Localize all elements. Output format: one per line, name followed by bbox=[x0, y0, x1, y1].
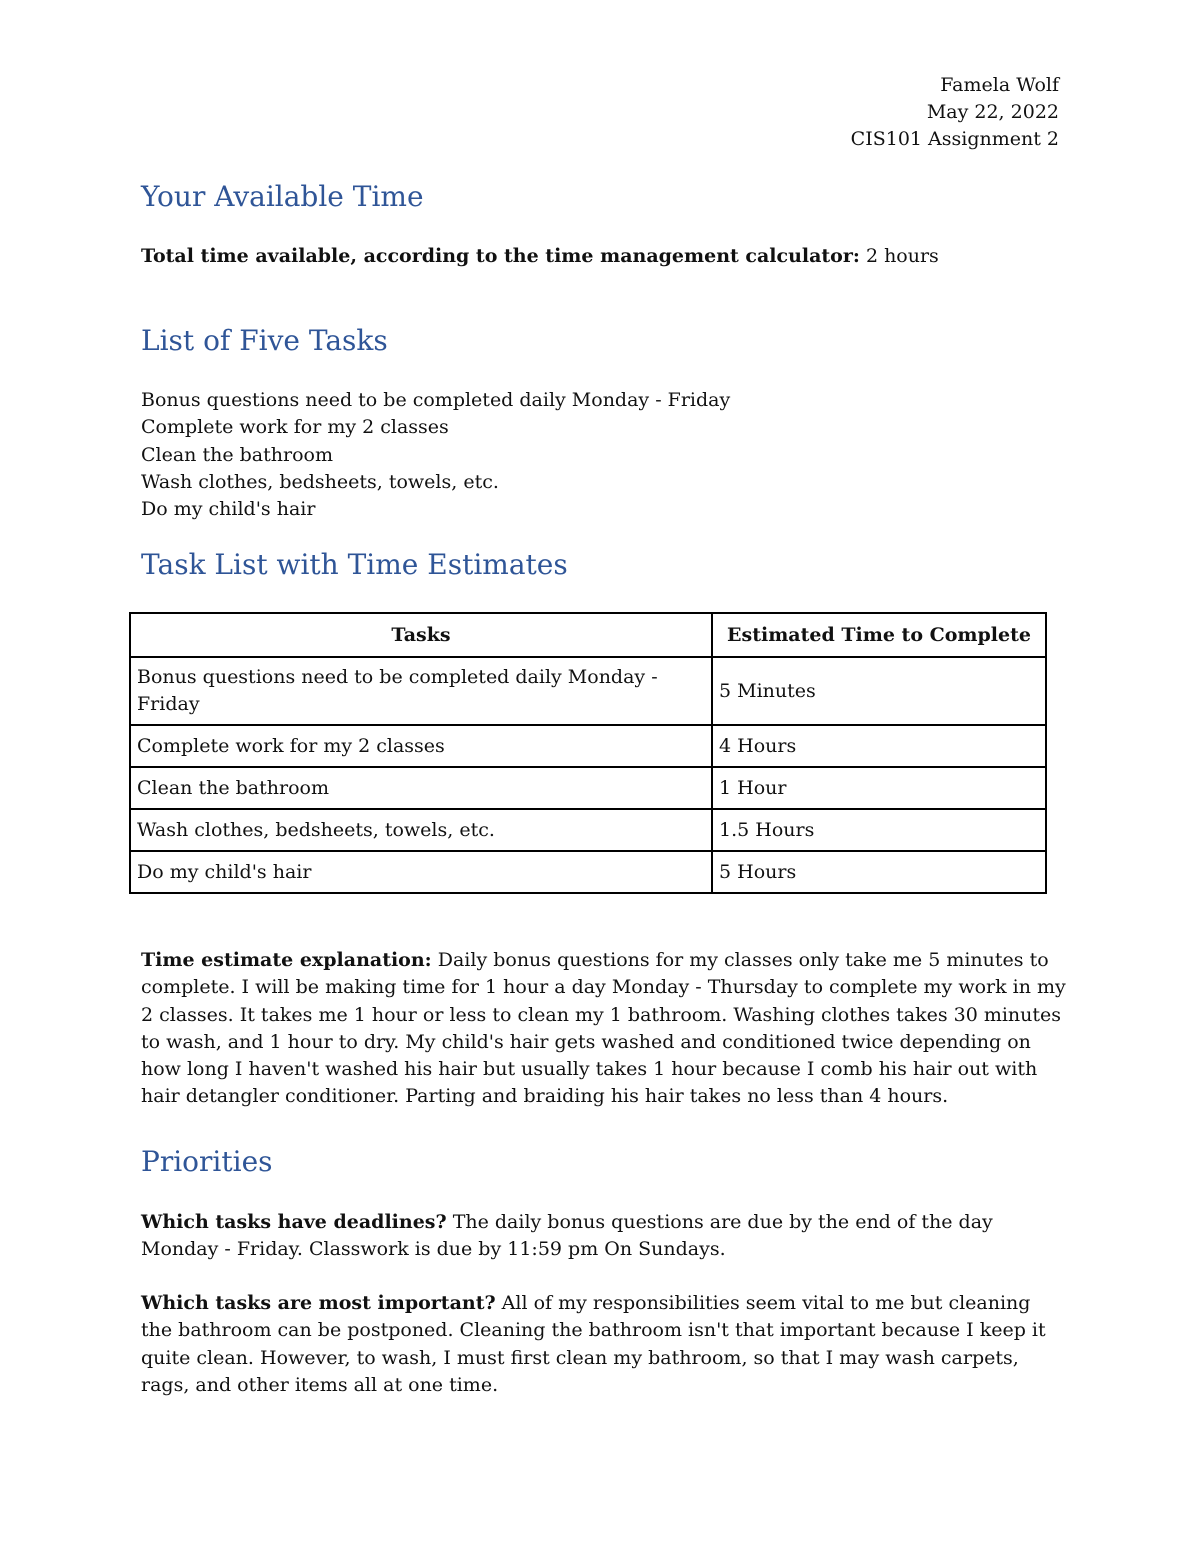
explanation-text: Daily bonus questions for my classes only take me 5 minutes to complete. I will be making time for 1 hour a day Monday - Thursday to complete my work in my 2 classes. It takes me 1 hour or less to clean my 1 bathroom. Washing clothes takes 30 minutes to wash, and 1 hour to dry. My child's hair gets washed and conditioned twice depending on how long I haven't washed his hair but usually takes 1 hour because I comb his hair out with hair detangler conditioner. Parting and braiding his hair takes no less than 4 hours. bbox=[141, 949, 1066, 1108]
heading-five-tasks: List of Five Tasks bbox=[141, 324, 388, 357]
explanation-label: Time estimate explanation: bbox=[141, 949, 432, 971]
list-item: Bonus questions need to be completed daily Monday - Friday bbox=[141, 389, 731, 411]
course-assignment: CIS101 Assignment 2 bbox=[850, 128, 1059, 150]
list-item: Wash clothes, bedsheets, towels, etc. bbox=[141, 470, 499, 493]
total-time-value: 2 hours bbox=[865, 245, 939, 267]
document-date: May 22, 2022 bbox=[926, 101, 1059, 123]
table-row bbox=[130, 851, 1046, 893]
time-cell: 1.5 Hours bbox=[712, 809, 1046, 851]
time-cell: 5 Minutes bbox=[712, 657, 1046, 725]
column-header-tasks: Tasks bbox=[130, 613, 712, 657]
list-item: Do my child's hair bbox=[141, 498, 316, 521]
task-cell: Do my child's hair bbox=[130, 851, 712, 893]
time-cell: 4 Hours bbox=[712, 725, 1046, 767]
task-cell: Wash clothes, bedsheets, towels, etc. bbox=[130, 809, 712, 851]
task-cell: Complete work for my 2 classes bbox=[130, 725, 712, 767]
task-cell: Bonus questions need to be completed daily Monday - Friday bbox=[130, 657, 712, 725]
heading-priorities: Priorities bbox=[141, 1145, 273, 1178]
table-header-row bbox=[130, 613, 1046, 657]
importance-label: Which tasks are most important? bbox=[141, 1292, 496, 1314]
deadlines-label: Which tasks have deadlines? bbox=[141, 1211, 447, 1233]
list-item: Clean the bathroom bbox=[141, 443, 333, 466]
deadlines-paragraph bbox=[141, 1209, 1066, 1264]
task-cell: Clean the bathroom bbox=[130, 767, 712, 809]
table-row bbox=[130, 809, 1046, 851]
column-header-estimated-time: Estimated Time to Complete bbox=[712, 613, 1046, 657]
table-row bbox=[130, 767, 1046, 809]
author-name: Famela Wolf bbox=[940, 74, 1059, 96]
total-time-paragraph bbox=[141, 243, 1066, 270]
importance-paragraph bbox=[141, 1290, 1066, 1399]
deadlines-text: The daily bonus questions are due by the end of the day Monday - Friday. Classwork is due by 11:59 pm On Sundays. bbox=[141, 1211, 993, 1261]
table-row bbox=[130, 657, 1046, 725]
list-item: Complete work for my 2 classes bbox=[141, 416, 449, 439]
time-cell: 5 Hours bbox=[712, 851, 1046, 893]
document-header bbox=[851, 72, 1059, 153]
five-task-list bbox=[141, 387, 730, 523]
heading-available-time: Your Available Time bbox=[141, 180, 424, 213]
importance-text: All of my responsibilities seem vital to me but cleaning the bathroom can be postponed. Cleaning the bathroom isn't that important because I keep it quite clean. However, to wash, I must first clean my bathroom, so that I may wash carpets, rags, and other items all at one time. bbox=[141, 1292, 1046, 1396]
time-cell: 1 Hour bbox=[712, 767, 1046, 809]
total-time-label: Total time available, according to the time management calculator: bbox=[141, 245, 860, 267]
time-estimates-table bbox=[129, 612, 1047, 894]
table-row bbox=[130, 725, 1046, 767]
heading-time-estimates: Task List with Time Estimates bbox=[141, 548, 568, 581]
time-estimate-explanation bbox=[141, 947, 1066, 1111]
